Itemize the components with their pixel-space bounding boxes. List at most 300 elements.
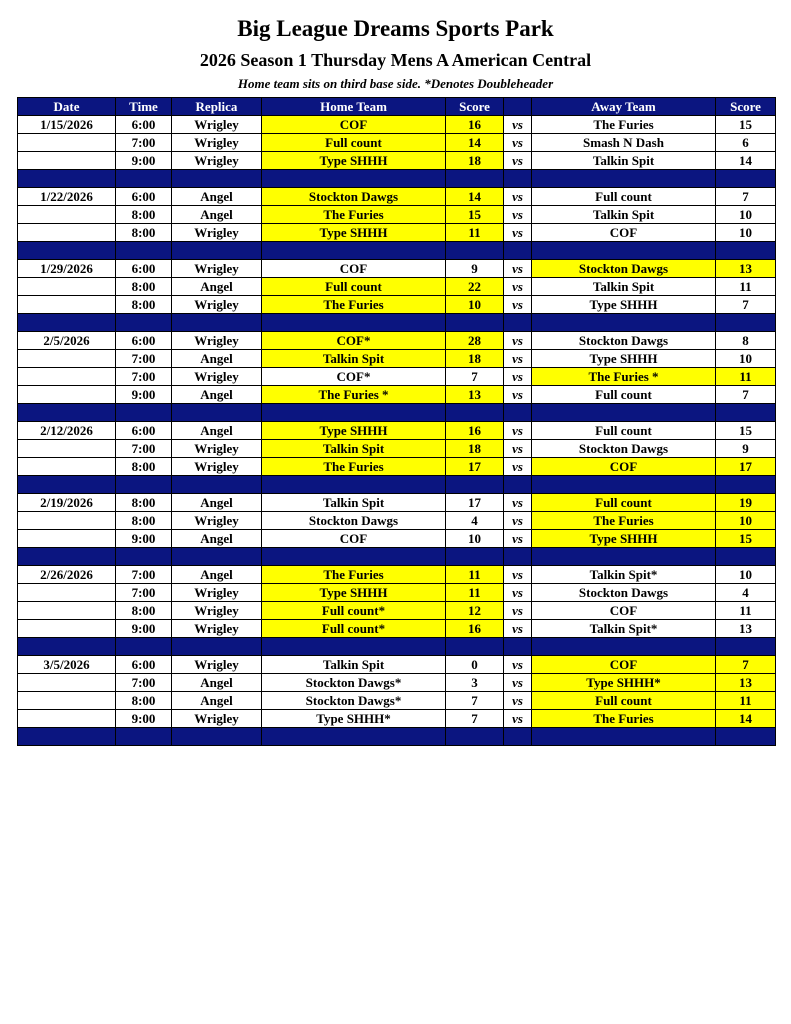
away-team: Type SHHH (532, 296, 716, 314)
col-home-score-header: Score (446, 98, 504, 116)
separator-cell (716, 728, 776, 746)
away-team: Talkin Spit (532, 278, 716, 296)
game-time: 6:00 (116, 188, 172, 206)
home-team: Stockton Dawgs* (262, 692, 446, 710)
game-date-empty (18, 386, 116, 404)
game-field: Angel (172, 692, 262, 710)
home-score: 10 (446, 296, 504, 314)
game-row (18, 566, 776, 584)
home-team: The Furies (262, 206, 446, 224)
game-date-empty (18, 584, 116, 602)
game-row (18, 260, 776, 278)
game-field: Angel (172, 386, 262, 404)
away-score: 14 (716, 710, 776, 728)
home-team: Stockton Dawgs (262, 512, 446, 530)
vs-label: vs (504, 530, 532, 548)
separator-cell (116, 638, 172, 656)
away-team: Stockton Dawgs (532, 584, 716, 602)
away-team: Type SHHH (532, 350, 716, 368)
separator-cell (172, 548, 262, 566)
game-field: Wrigley (172, 368, 262, 386)
game-date: 2/19/2026 (18, 494, 116, 512)
separator-cell (446, 242, 504, 260)
separator-cell (18, 404, 116, 422)
separator-cell (262, 314, 446, 332)
game-row (18, 494, 776, 512)
schedule-note: Home team sits on third base side. *Denotes Doubleheader (237, 76, 554, 91)
separator-cell (504, 548, 532, 566)
game-row (18, 134, 776, 152)
separator-cell (532, 638, 716, 656)
game-field: Wrigley (172, 710, 262, 728)
game-date-empty (18, 710, 116, 728)
game-row (18, 674, 776, 692)
game-time: 9:00 (116, 620, 172, 638)
vs-label: vs (504, 692, 532, 710)
separator-cell (18, 728, 116, 746)
game-date: 2/12/2026 (18, 422, 116, 440)
separator-cell (504, 404, 532, 422)
separator-cell (116, 314, 172, 332)
home-score: 7 (446, 692, 504, 710)
game-time: 9:00 (116, 530, 172, 548)
home-score: 16 (446, 422, 504, 440)
home-team: The Furies (262, 566, 446, 584)
game-field: Wrigley (172, 296, 262, 314)
separator-cell (18, 476, 116, 494)
league-subtitle: 2026 Season 1 Thursday Mens A American Central (199, 50, 592, 70)
separator-cell (262, 242, 446, 260)
game-field: Wrigley (172, 332, 262, 350)
game-time: 7:00 (116, 584, 172, 602)
away-score: 11 (716, 278, 776, 296)
separator-cell (116, 476, 172, 494)
game-date-empty (18, 368, 116, 386)
away-team: The Furies (532, 116, 716, 134)
col-date-header: Date (18, 98, 116, 116)
home-team: COF (262, 530, 446, 548)
away-team: COF (532, 656, 716, 674)
away-score: 10 (716, 512, 776, 530)
separator-cell (716, 170, 776, 188)
game-time: 7:00 (116, 674, 172, 692)
vs-label: vs (504, 440, 532, 458)
vs-label: vs (504, 260, 532, 278)
away-team: Full count (532, 692, 716, 710)
away-team: Talkin Spit* (532, 566, 716, 584)
game-date-empty (18, 620, 116, 638)
home-score: 18 (446, 152, 504, 170)
game-time: 8:00 (116, 278, 172, 296)
home-score: 17 (446, 494, 504, 512)
home-team: Talkin Spit (262, 656, 446, 674)
away-score: 19 (716, 494, 776, 512)
away-team: Stockton Dawgs (532, 440, 716, 458)
game-field: Angel (172, 422, 262, 440)
home-score: 13 (446, 386, 504, 404)
separator-cell (446, 728, 504, 746)
away-team: Talkin Spit* (532, 620, 716, 638)
away-team: Full count (532, 188, 716, 206)
game-field: Angel (172, 188, 262, 206)
separator-cell (262, 728, 446, 746)
schedule-table (17, 97, 776, 746)
week-separator (18, 476, 776, 494)
away-score: 7 (716, 188, 776, 206)
col-away-score-header: Score (716, 98, 776, 116)
away-score: 11 (716, 692, 776, 710)
game-time: 8:00 (116, 692, 172, 710)
home-score: 12 (446, 602, 504, 620)
home-team: Full count* (262, 620, 446, 638)
separator-cell (262, 476, 446, 494)
vs-label: vs (504, 512, 532, 530)
separator-cell (716, 548, 776, 566)
away-score: 7 (716, 656, 776, 674)
home-team: The Furies * (262, 386, 446, 404)
away-score: 11 (716, 368, 776, 386)
game-field: Wrigley (172, 602, 262, 620)
away-team: The Furies (532, 710, 716, 728)
vs-label: vs (504, 134, 532, 152)
away-team: Stockton Dawgs (532, 260, 716, 278)
away-score: 13 (716, 260, 776, 278)
home-team: COF* (262, 368, 446, 386)
game-row (18, 206, 776, 224)
game-time: 6:00 (116, 332, 172, 350)
home-team: Talkin Spit (262, 350, 446, 368)
home-score: 14 (446, 188, 504, 206)
separator-cell (262, 404, 446, 422)
separator-cell (446, 476, 504, 494)
away-score: 15 (716, 116, 776, 134)
away-score: 14 (716, 152, 776, 170)
game-row (18, 458, 776, 476)
game-row (18, 422, 776, 440)
away-team: Full count (532, 494, 716, 512)
away-team: Talkin Spit (532, 206, 716, 224)
col-vs-header (504, 98, 532, 116)
away-score: 10 (716, 224, 776, 242)
away-score: 7 (716, 296, 776, 314)
away-team: COF (532, 224, 716, 242)
game-field: Angel (172, 674, 262, 692)
separator-cell (504, 728, 532, 746)
home-score: 7 (446, 368, 504, 386)
game-row (18, 710, 776, 728)
game-row (18, 332, 776, 350)
week-separator (18, 728, 776, 746)
game-row (18, 440, 776, 458)
vs-label: vs (504, 674, 532, 692)
vs-label: vs (504, 350, 532, 368)
week-separator (18, 548, 776, 566)
vs-label: vs (504, 458, 532, 476)
game-time: 7:00 (116, 350, 172, 368)
vs-label: vs (504, 152, 532, 170)
separator-cell (172, 242, 262, 260)
game-field: Angel (172, 206, 262, 224)
game-field: Angel (172, 566, 262, 584)
game-time: 8:00 (116, 206, 172, 224)
game-time: 7:00 (116, 566, 172, 584)
away-team: Type SHHH* (532, 674, 716, 692)
game-time: 6:00 (116, 422, 172, 440)
away-team: Talkin Spit (532, 152, 716, 170)
separator-cell (504, 242, 532, 260)
game-date: 2/26/2026 (18, 566, 116, 584)
game-date-empty (18, 296, 116, 314)
game-time: 8:00 (116, 224, 172, 242)
game-row (18, 368, 776, 386)
game-row (18, 116, 776, 134)
separator-cell (532, 170, 716, 188)
separator-cell (172, 314, 262, 332)
game-time: 6:00 (116, 656, 172, 674)
week-separator (18, 170, 776, 188)
separator-cell (504, 170, 532, 188)
home-score: 4 (446, 512, 504, 530)
vs-label: vs (504, 620, 532, 638)
schedule-body (18, 116, 776, 746)
separator-cell (18, 314, 116, 332)
away-team: COF (532, 602, 716, 620)
home-score: 16 (446, 620, 504, 638)
home-team: Stockton Dawgs (262, 188, 446, 206)
game-time: 7:00 (116, 134, 172, 152)
week-separator (18, 638, 776, 656)
game-row (18, 530, 776, 548)
game-time: 8:00 (116, 296, 172, 314)
vs-label: vs (504, 368, 532, 386)
header-row (18, 98, 776, 116)
home-score: 7 (446, 710, 504, 728)
away-team: The Furies * (532, 368, 716, 386)
separator-cell (18, 170, 116, 188)
game-row (18, 602, 776, 620)
vs-label: vs (504, 224, 532, 242)
away-team: Smash N Dash (532, 134, 716, 152)
home-score: 11 (446, 224, 504, 242)
separator-cell (532, 476, 716, 494)
vs-label: vs (504, 710, 532, 728)
game-field: Wrigley (172, 584, 262, 602)
week-separator (18, 404, 776, 422)
separator-cell (532, 314, 716, 332)
week-separator (18, 242, 776, 260)
home-team: Type SHHH* (262, 710, 446, 728)
away-score: 11 (716, 602, 776, 620)
away-score: 9 (716, 440, 776, 458)
game-field: Angel (172, 494, 262, 512)
home-team: COF* (262, 332, 446, 350)
away-team: Full count (532, 386, 716, 404)
separator-cell (532, 404, 716, 422)
home-team: Full count (262, 278, 446, 296)
game-row (18, 386, 776, 404)
vs-label: vs (504, 206, 532, 224)
away-score: 17 (716, 458, 776, 476)
away-team: Stockton Dawgs (532, 332, 716, 350)
separator-cell (532, 548, 716, 566)
game-row (18, 620, 776, 638)
game-time: 8:00 (116, 494, 172, 512)
separator-cell (504, 314, 532, 332)
home-team: Stockton Dawgs* (262, 674, 446, 692)
vs-label: vs (504, 116, 532, 134)
separator-cell (116, 404, 172, 422)
game-row (18, 584, 776, 602)
game-date: 1/15/2026 (18, 116, 116, 134)
home-score: 18 (446, 350, 504, 368)
game-time: 7:00 (116, 368, 172, 386)
game-date-empty (18, 278, 116, 296)
home-team: Type SHHH (262, 224, 446, 242)
col-home-team-header: Home Team (262, 98, 446, 116)
away-score: 8 (716, 332, 776, 350)
game-date: 2/5/2026 (18, 332, 116, 350)
game-date-empty (18, 458, 116, 476)
separator-cell (262, 548, 446, 566)
home-team: Full count* (262, 602, 446, 620)
home-team: COF (262, 260, 446, 278)
home-score: 22 (446, 278, 504, 296)
game-time: 6:00 (116, 260, 172, 278)
vs-label: vs (504, 188, 532, 206)
game-field: Wrigley (172, 512, 262, 530)
home-score: 3 (446, 674, 504, 692)
game-row (18, 296, 776, 314)
home-team: COF (262, 116, 446, 134)
game-field: Wrigley (172, 656, 262, 674)
vs-label: vs (504, 278, 532, 296)
away-score: 7 (716, 386, 776, 404)
separator-cell (116, 170, 172, 188)
separator-cell (504, 476, 532, 494)
away-team: Type SHHH (532, 530, 716, 548)
separator-cell (446, 170, 504, 188)
separator-cell (716, 638, 776, 656)
separator-cell (446, 404, 504, 422)
vs-label: vs (504, 566, 532, 584)
home-score: 11 (446, 584, 504, 602)
game-date-empty (18, 530, 116, 548)
home-score: 18 (446, 440, 504, 458)
separator-cell (172, 476, 262, 494)
vs-label: vs (504, 422, 532, 440)
away-team: COF (532, 458, 716, 476)
separator-cell (446, 314, 504, 332)
game-field: Wrigley (172, 116, 262, 134)
away-team: The Furies (532, 512, 716, 530)
separator-cell (716, 404, 776, 422)
game-field: Angel (172, 530, 262, 548)
game-time: 8:00 (116, 602, 172, 620)
game-field: Angel (172, 350, 262, 368)
game-time: 9:00 (116, 386, 172, 404)
away-score: 4 (716, 584, 776, 602)
separator-cell (116, 548, 172, 566)
separator-cell (18, 638, 116, 656)
game-date-empty (18, 206, 116, 224)
home-score: 0 (446, 656, 504, 674)
home-team: Talkin Spit (262, 494, 446, 512)
game-row (18, 152, 776, 170)
away-score: 13 (716, 620, 776, 638)
game-row (18, 656, 776, 674)
game-field: Wrigley (172, 620, 262, 638)
separator-cell (172, 170, 262, 188)
game-date: 3/5/2026 (18, 656, 116, 674)
away-score: 13 (716, 674, 776, 692)
game-date-empty (18, 350, 116, 368)
page-title: Big League Dreams Sports Park (237, 16, 554, 41)
separator-cell (262, 638, 446, 656)
home-score: 28 (446, 332, 504, 350)
game-time: 9:00 (116, 710, 172, 728)
game-date: 1/29/2026 (18, 260, 116, 278)
game-field: Wrigley (172, 440, 262, 458)
separator-cell (116, 242, 172, 260)
col-time-header: Time (116, 98, 172, 116)
separator-cell (18, 242, 116, 260)
vs-label: vs (504, 602, 532, 620)
vs-label: vs (504, 656, 532, 674)
separator-cell (172, 728, 262, 746)
home-team: The Furies (262, 296, 446, 314)
home-score: 9 (446, 260, 504, 278)
vs-label: vs (504, 296, 532, 314)
game-date-empty (18, 224, 116, 242)
home-score: 16 (446, 116, 504, 134)
game-time: 7:00 (116, 440, 172, 458)
separator-cell (532, 728, 716, 746)
game-time: 9:00 (116, 152, 172, 170)
game-date-empty (18, 440, 116, 458)
game-date-empty (18, 602, 116, 620)
separator-cell (172, 404, 262, 422)
game-date-empty (18, 134, 116, 152)
home-score: 17 (446, 458, 504, 476)
separator-cell (18, 548, 116, 566)
home-team: Type SHHH (262, 422, 446, 440)
game-field: Angel (172, 278, 262, 296)
vs-label: vs (504, 332, 532, 350)
separator-cell (116, 728, 172, 746)
game-field: Wrigley (172, 224, 262, 242)
vs-label: vs (504, 386, 532, 404)
game-field: Wrigley (172, 134, 262, 152)
separator-cell (716, 314, 776, 332)
home-score: 10 (446, 530, 504, 548)
away-score: 10 (716, 350, 776, 368)
home-team: The Furies (262, 458, 446, 476)
game-time: 8:00 (116, 512, 172, 530)
separator-cell (446, 548, 504, 566)
game-row (18, 350, 776, 368)
game-row (18, 278, 776, 296)
away-score: 15 (716, 422, 776, 440)
game-date-empty (18, 674, 116, 692)
game-date-empty (18, 152, 116, 170)
week-separator (18, 314, 776, 332)
game-time: 6:00 (116, 116, 172, 134)
away-score: 6 (716, 134, 776, 152)
home-team: Type SHHH (262, 584, 446, 602)
game-date-empty (18, 692, 116, 710)
separator-cell (262, 170, 446, 188)
game-row (18, 692, 776, 710)
